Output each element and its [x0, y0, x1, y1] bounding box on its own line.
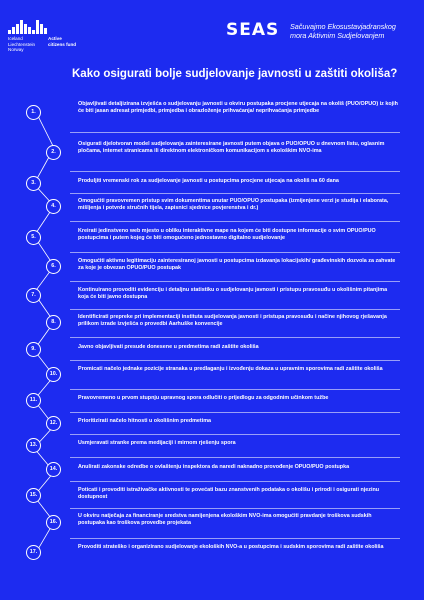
- step-number: 17.: [26, 545, 41, 560]
- step-text: Osigurati djelotvoran model sudjelovanja zainteresirane javnosti putem objava o PUO/OPUO u dnevnom listu, oglasnim pločama, internet stranicama ili direktnom elektroničkom komunikacijom s ekološkim NVO-ima: [78, 141, 385, 155]
- step-number: 6.: [46, 259, 61, 274]
- grant-countries: Iceland Liechtenstein Norway: [8, 36, 36, 53]
- step-text: Kreirati jedinstveno web mjesto u obliku interaktivne mape na kojem će biti dostupne informacije o svim OPUO/PUO postupcima i putem kojeg će biti omogućeno jednostavno digitalno sudjelovanje: [78, 228, 376, 242]
- step-number: 3.: [26, 176, 41, 191]
- step-number: 5.: [26, 230, 41, 245]
- step-divider: [70, 508, 400, 509]
- step-number: 9.: [26, 342, 41, 357]
- step-divider: [70, 389, 400, 390]
- step-divider: [70, 252, 400, 253]
- step-divider: [70, 538, 400, 539]
- step-text: Omogućiti pravovremen pristup svim dokumentima unutar PUO/OPUO postupaka (izmijenjene verzi je studija i elaborata, mišljenja i potvrde stručnih tijela, zapisnici sjednice povjerenstva i dr.): [78, 198, 389, 212]
- step-text: Promicati načelo jednake pozicije stranaka u predlaganju i izvođenju dokaza u upravnim sporovima radi zaštite okoliša: [78, 366, 383, 372]
- step-number: 12.: [46, 416, 61, 431]
- step-divider: [70, 481, 400, 482]
- slogan: Sačuvajmo Ekosustavjadranskog mora Aktivnim Sudjelovanjem: [290, 22, 396, 40]
- step-text: Usmjeravati stranke prema medijaciji i mirnom rješenju spora: [78, 440, 236, 446]
- step-number: 4.: [46, 199, 61, 214]
- seas-logo: SEAS: [226, 20, 280, 40]
- step-text: Objavljivati detaljizirana izvješća o sudjelovanju javnosti u okviru postupaka procjene utjecaja na okoliš (PUO/OPUO) iz kojih će biti jasan adresat primjedbi, primjedba i obrazloženje prihvaćanja/ neprihvaćanja primjedbe: [78, 101, 398, 115]
- step-text: Anulirati zakonske odredbe o ovlaštenju inspektora da naredi naknadno provođenje OPUO/PUO postupka: [78, 464, 350, 470]
- step-text: Produljiti vremenski rok za sudjelovanje javnosti u postupcima procjene utjecaja na okoliš na 60 dana: [78, 178, 339, 184]
- step-number: 1.: [26, 105, 41, 120]
- step-divider: [70, 281, 400, 282]
- step-number: 11.: [26, 393, 41, 408]
- grant-fund: Active citizens fund: [48, 36, 77, 47]
- step-divider: [70, 309, 400, 310]
- step-divider: [70, 360, 400, 361]
- step-text: Kontinuirano provoditi evidenciju i detaljnu statistiku o sudjelovanju javnosti i pristupu pravosuđu u okolišnim pitanjima koja će biti javno dostupna: [78, 287, 388, 301]
- step-number: 7.: [26, 288, 41, 303]
- step-divider: [70, 193, 400, 194]
- step-divider: [70, 221, 400, 222]
- grants-logo-icon: [8, 20, 47, 34]
- step-number: 16.: [46, 515, 61, 530]
- step-number: 15.: [26, 488, 41, 503]
- step-number: 2.: [46, 145, 61, 160]
- step-text: Pravovremeno u prvom stupnju upravnog spora odlučiti o prijedlogu za odgodnim učinkom tužbe: [78, 395, 329, 401]
- step-text: Provoditi strateško i organizirano sudjelovanje ekoloških NVO-a u postupcima i sudskim sporovima radi zaštite okoliša: [78, 544, 384, 550]
- step-text: Prioritizirati načelo hitnosti u okolišnim predmetima: [78, 418, 211, 424]
- step-divider: [70, 132, 400, 133]
- step-number: 10.: [46, 367, 61, 382]
- step-number: 14.: [46, 462, 61, 477]
- step-text: U okviru natječaja za financiranje sredstva namijenjena ekološkim NVO-ima omogućiti pravdanje troškova sudskih postupaka kao troškova provedbe projekata: [78, 513, 372, 527]
- step-text: Identificirati prepreke pri implementaciji instituta sudjelovanja javnosti i pristupa pravosuđu i načine njihovog rješavanja prilikom izrade izvješća o provedbi Aarhuške konvencije: [78, 314, 387, 328]
- step-divider: [70, 434, 400, 435]
- step-divider: [70, 412, 400, 413]
- step-divider: [70, 457, 400, 458]
- page-title: Kako osigurati bolje sudjelovanje javnosti u zaštiti okoliša?: [72, 68, 398, 80]
- step-divider: [70, 171, 400, 172]
- header: [0, 0, 424, 60]
- step-text: Javno objavljivati presude donesene u predmetima radi zaštite okoliša: [78, 344, 259, 350]
- step-text: Omogućiti aktivnu legitimaciju zainteresiranoj javnosti u postupcima izdavanja lokacijskih/ građevinskih dozvola za zahvate za koje je obvezan OPUO/PUO postupak: [78, 258, 396, 272]
- step-divider: [70, 337, 400, 338]
- step-number: 13.: [26, 438, 41, 453]
- step-number: 8.: [46, 315, 61, 330]
- step-text: Poticati i provoditi istraživačke aktivnosti te povećati bazu znanstvenih podataka o okolišu i prirodi i osigurati njezinu dostupnost: [78, 487, 380, 501]
